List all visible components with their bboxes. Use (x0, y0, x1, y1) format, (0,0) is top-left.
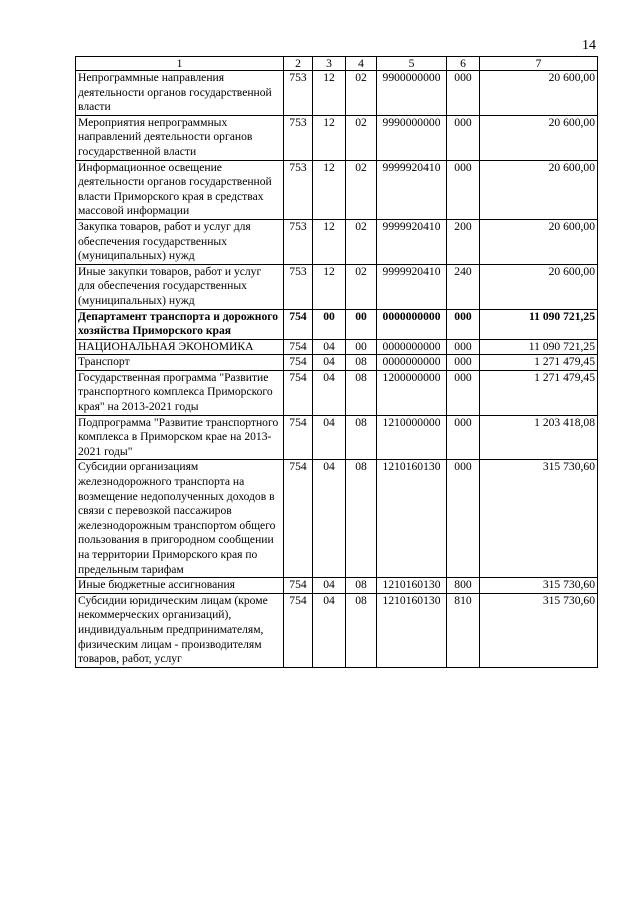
row-code-6: 000 (447, 339, 480, 355)
table-row (76, 160, 598, 219)
row-code-5: 0000000000 (377, 309, 447, 339)
row-code-5: 0000000000 (377, 355, 447, 371)
table-row (76, 264, 598, 309)
row-code-6: 240 (447, 264, 480, 309)
row-code-4: 08 (346, 460, 377, 578)
row-code-2: 753 (284, 160, 313, 219)
row-code-6: 000 (447, 415, 480, 460)
row-code-4: 02 (346, 71, 377, 116)
row-code-4: 02 (346, 160, 377, 219)
table-row (76, 339, 598, 355)
row-code-3: 04 (313, 415, 346, 460)
row-amount: 11 090 721,25 (480, 309, 598, 339)
row-code-3: 04 (313, 339, 346, 355)
row-code-6: 810 (447, 593, 480, 667)
row-amount: 20 600,00 (480, 71, 598, 116)
row-code-4: 02 (346, 115, 377, 160)
row-code-5: 1210160130 (377, 578, 447, 594)
row-code-4: 00 (346, 339, 377, 355)
row-code-4: 00 (346, 309, 377, 339)
row-amount: 315 730,60 (480, 593, 598, 667)
row-code-6: 000 (447, 370, 480, 415)
table-row (76, 355, 598, 371)
row-code-5: 1210160130 (377, 593, 447, 667)
row-amount: 315 730,60 (480, 460, 598, 578)
row-code-5: 9990000000 (377, 115, 447, 160)
row-code-2: 754 (284, 578, 313, 594)
header-cell-3: 3 (313, 57, 346, 71)
page-number: 14 (582, 38, 596, 53)
row-code-3: 04 (313, 460, 346, 578)
table-row (76, 370, 598, 415)
row-code-6: 000 (447, 160, 480, 219)
table-row (76, 219, 598, 264)
row-code-2: 754 (284, 415, 313, 460)
row-code-2: 753 (284, 115, 313, 160)
row-description: Государственная программа "Развитие транспортного комплекса Приморского края" на 2013-2021 годы (76, 370, 284, 415)
row-code-6: 000 (447, 115, 480, 160)
row-code-2: 754 (284, 460, 313, 578)
row-amount: 1 271 479,45 (480, 370, 598, 415)
row-amount: 20 600,00 (480, 219, 598, 264)
row-code-3: 04 (313, 593, 346, 667)
row-amount: 11 090 721,25 (480, 339, 598, 355)
row-code-5: 9999920410 (377, 219, 447, 264)
row-code-6: 000 (447, 71, 480, 116)
row-code-4: 08 (346, 355, 377, 371)
header-cell-1: 1 (76, 57, 284, 71)
row-code-4: 08 (346, 578, 377, 594)
row-code-2: 754 (284, 309, 313, 339)
row-description: Закупка товаров, работ и услуг для обеспечения государственных (муниципальных) нужд (76, 219, 284, 264)
row-code-4: 02 (346, 264, 377, 309)
header-cell-2: 2 (284, 57, 313, 71)
row-code-3: 12 (313, 115, 346, 160)
row-code-3: 12 (313, 264, 346, 309)
row-amount: 315 730,60 (480, 578, 598, 594)
row-code-2: 754 (284, 593, 313, 667)
row-amount: 1 203 418,08 (480, 415, 598, 460)
header-row (76, 57, 598, 71)
row-code-6: 800 (447, 578, 480, 594)
row-code-4: 08 (346, 415, 377, 460)
row-amount: 20 600,00 (480, 160, 598, 219)
row-description: Департамент транспорта и дорожного хозяйства Приморского края (76, 309, 284, 339)
row-code-5: 1210160130 (377, 460, 447, 578)
table-row (76, 578, 598, 594)
row-code-4: 08 (346, 370, 377, 415)
row-code-3: 00 (313, 309, 346, 339)
budget-table (75, 56, 598, 668)
row-code-5: 9999920410 (377, 264, 447, 309)
row-code-2: 753 (284, 264, 313, 309)
row-code-2: 753 (284, 219, 313, 264)
table-row (76, 593, 598, 667)
row-code-5: 1200000000 (377, 370, 447, 415)
header-cell-6: 6 (447, 57, 480, 71)
row-code-5: 9900000000 (377, 71, 447, 116)
row-code-6: 000 (447, 355, 480, 371)
header-cell-4: 4 (346, 57, 377, 71)
row-code-5: 1210000000 (377, 415, 447, 460)
row-code-3: 12 (313, 160, 346, 219)
row-code-3: 04 (313, 355, 346, 371)
row-code-2: 754 (284, 355, 313, 371)
table-row (76, 71, 598, 116)
row-description: Транспорт (76, 355, 284, 371)
row-amount: 20 600,00 (480, 264, 598, 309)
row-description: Информационное освещение деятельности органов государственной власти Приморского края в средствах массовой информации (76, 160, 284, 219)
row-code-2: 754 (284, 370, 313, 415)
header-cell-5: 5 (377, 57, 447, 71)
row-code-5: 9999920410 (377, 160, 447, 219)
table-row (76, 415, 598, 460)
row-description: Иные бюджетные ассигнования (76, 578, 284, 594)
row-code-3: 12 (313, 219, 346, 264)
row-amount: 1 271 479,45 (480, 355, 598, 371)
row-code-6: 000 (447, 460, 480, 578)
table-row (76, 460, 598, 578)
row-code-4: 08 (346, 593, 377, 667)
table-row (76, 309, 598, 339)
row-description: Иные закупки товаров, работ и услуг для обеспечения государственных (муниципальных) нужд (76, 264, 284, 309)
row-code-4: 02 (346, 219, 377, 264)
row-code-3: 04 (313, 370, 346, 415)
row-description: Непрограммные направления деятельности органов государственной власти (76, 71, 284, 116)
row-description: Субсидии юридическим лицам (кроме некоммерческих организаций), индивидуальным предпринимателям, физическим лицам - производителям товаров, работ, услуг (76, 593, 284, 667)
row-code-3: 12 (313, 71, 346, 116)
row-code-3: 04 (313, 578, 346, 594)
row-amount: 20 600,00 (480, 115, 598, 160)
row-code-2: 753 (284, 71, 313, 116)
row-code-5: 0000000000 (377, 339, 447, 355)
row-code-6: 000 (447, 309, 480, 339)
row-code-2: 754 (284, 339, 313, 355)
header-cell-7: 7 (480, 57, 598, 71)
row-description: Субсидии организациям железнодорожного транспорта на возмещение недополученных доходов в связи с перевозкой пассажиров железнодорожным транспортом общего пользования в пригородном сообщении на территории Приморского края по предельным тарифам (76, 460, 284, 578)
row-description: Подпрограмма "Развитие транспортного комплекса в Приморском крае на 2013-2021 годы" (76, 415, 284, 460)
table-body (76, 57, 598, 668)
row-description: НАЦИОНАЛЬНАЯ ЭКОНОМИКА (76, 339, 284, 355)
row-code-6: 200 (447, 219, 480, 264)
table-row (76, 115, 598, 160)
row-description: Мероприятия непрограммных направлений деятельности органов государственной власти (76, 115, 284, 160)
